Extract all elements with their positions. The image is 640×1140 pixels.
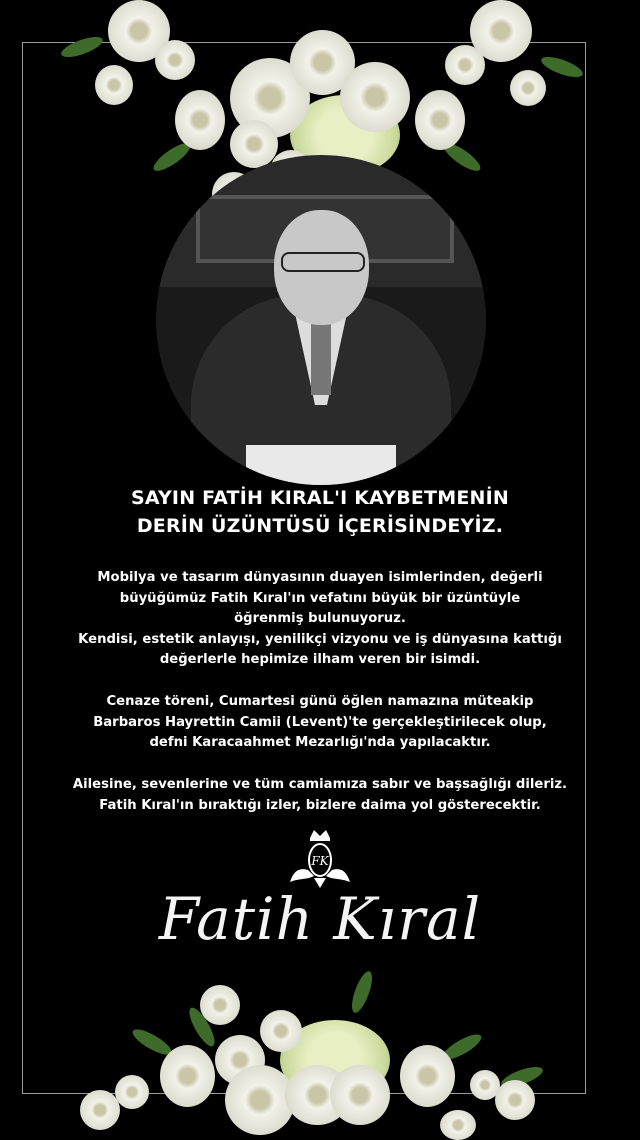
- text-line: büyüğümüz Fatih Kıral'ın vefatını büyük bir üzüntüyle: [119, 590, 521, 606]
- text-line: Ailesine, sevenlerine ve tüm camiamıza sabır ve başsağlığı dileriz.: [72, 777, 568, 792]
- text-line: Cenaze töreni, Cumartesi günü öğlen namazına müteakip: [106, 694, 534, 709]
- text-line: Kendisi, estetik anlayışı, yenilikçi vizyonu ve iş dünyasına kattığı: [78, 631, 562, 647]
- flower-arrangement-bottom: [0, 965, 640, 1137]
- paragraph-condolences: [0, 775, 640, 816]
- svg-text:FK: FK: [311, 854, 329, 868]
- headline-line: SAYIN FATİH KIRAL'I KAYBETMENİN: [131, 487, 509, 509]
- text-line: öğrenmiş bulunuyoruz.: [234, 611, 406, 626]
- text-line: değerlerle hepimize ilham veren bir isimdi.: [159, 652, 481, 667]
- paragraph-tribute: [0, 568, 640, 671]
- signature-wordmark: Fatih Kıral: [158, 885, 482, 953]
- text-line: Barbaros Hayrettin Camii (Levent)'te gerçekleştirilecek olup,: [93, 714, 547, 730]
- text-line: Mobilya ve tasarım dünyasının duayen isimlerinden, değerli: [97, 570, 543, 585]
- paragraph-funeral-details: [0, 692, 640, 754]
- text-line: defni Karacaahmet Mezarlığı'nda yapılacaktır.: [149, 735, 491, 750]
- memorial-portrait-photo: [156, 155, 486, 485]
- headline: [0, 484, 640, 540]
- headline-line: DERİN ÜZÜNTÜSÜ İÇERİSİNDEYİZ.: [136, 515, 504, 537]
- text-line: Fatih Kıral'ın bıraktığı izler, bizlere daima yol gösterecektir.: [99, 797, 541, 813]
